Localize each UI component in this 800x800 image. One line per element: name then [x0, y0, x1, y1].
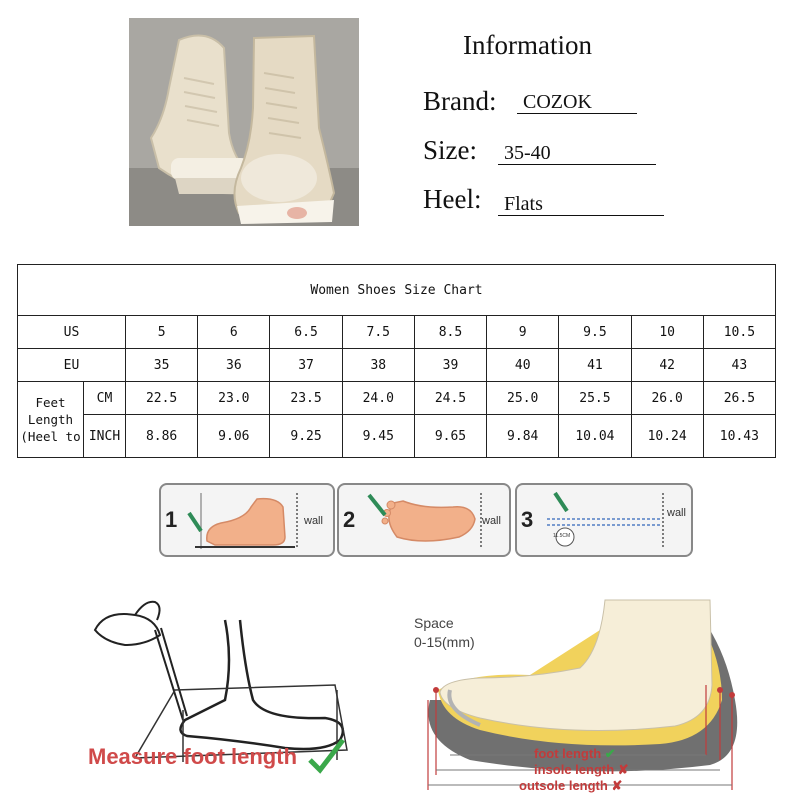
insole-length-label: insole length ✘ — [534, 762, 629, 777]
brand-value: COZOK — [517, 91, 637, 114]
us-cell: 8.5 — [414, 316, 486, 349]
us-cell: 9.5 — [559, 316, 631, 349]
inch-cell: 10.43 — [703, 415, 775, 458]
cm-cell: 25.0 — [487, 382, 559, 415]
feet-length-label: Feet Length (Heel to — [18, 382, 84, 458]
cm-cell: 24.5 — [414, 382, 486, 415]
inch-cell: 9.25 — [270, 415, 342, 458]
eu-cell: 35 — [126, 349, 198, 382]
cm-cell: 24.0 — [342, 382, 414, 415]
product-photo — [129, 18, 359, 226]
heel-row — [423, 184, 543, 215]
eu-cell: 37 — [270, 349, 342, 382]
info-title: Information — [463, 30, 592, 60]
space-range: 0-15(mm) — [414, 634, 475, 650]
us-cell: 10 — [631, 316, 703, 349]
size-label: Size: — [423, 135, 477, 165]
eu-cell: 43 — [703, 349, 775, 382]
us-cell: 6 — [198, 316, 270, 349]
eu-cell: 36 — [198, 349, 270, 382]
us-cell: 9 — [487, 316, 559, 349]
step-3-ruler-icon — [541, 489, 686, 551]
brand-row — [423, 86, 592, 117]
eu-cell: 38 — [342, 349, 414, 382]
size-value: 35-40 — [498, 142, 656, 165]
us-cell: 10.5 — [703, 316, 775, 349]
inch-cell: 9.06 — [198, 415, 270, 458]
measure-foot-text: Measure foot length — [88, 744, 298, 769]
cm-cell: 23.5 — [270, 382, 342, 415]
heel-value: Flats — [498, 193, 664, 216]
inch-cell: 9.65 — [414, 415, 486, 458]
space-label-block — [414, 614, 475, 652]
cm-cell: 25.5 — [559, 382, 631, 415]
inch-cell: 9.45 — [342, 415, 414, 458]
cross-icon: ✘ — [617, 762, 629, 777]
step-3 — [515, 483, 693, 557]
inch-cell: 10.24 — [631, 415, 703, 458]
cm-cell: 22.5 — [126, 382, 198, 415]
step-3-ruler-label: 11.5CM — [553, 533, 571, 539]
eu-cell: 39 — [414, 349, 486, 382]
step-3-wall: wall — [667, 507, 686, 519]
cm-cell: 26.5 — [703, 382, 775, 415]
outsole-length-label: outsole length ✘ — [519, 778, 623, 793]
step-2-wall: wall — [482, 515, 501, 527]
step-1-number: 1 — [165, 507, 178, 532]
space-label: Space — [414, 615, 454, 631]
us-label: US — [18, 316, 126, 349]
us-cell: 7.5 — [342, 316, 414, 349]
cm-cell: 26.0 — [631, 382, 703, 415]
cm-cell: 23.0 — [198, 382, 270, 415]
step-1 — [159, 483, 335, 557]
inch-cell: 8.86 — [126, 415, 198, 458]
eu-cell: 40 — [487, 349, 559, 382]
boots-image — [129, 18, 359, 226]
cm-label: CM — [84, 382, 126, 415]
inch-cell: 9.84 — [487, 415, 559, 458]
size-chart-table — [17, 264, 776, 458]
size-row — [423, 135, 551, 166]
eu-cell: 42 — [631, 349, 703, 382]
step-3-number: 3 — [521, 507, 534, 532]
eu-label: EU — [18, 349, 126, 382]
brand-label: Brand: — [423, 86, 497, 116]
step-1-wall: wall — [304, 515, 323, 527]
us-cell: 5 — [126, 316, 198, 349]
inch-cell: 10.04 — [559, 415, 631, 458]
inch-label: INCH — [84, 415, 126, 458]
size-chart-title: Women Shoes Size Chart — [18, 265, 776, 316]
check-icon: ✔ — [604, 746, 616, 761]
heel-label: Heel: — [423, 184, 482, 214]
step-2-number: 2 — [343, 507, 356, 532]
cross-icon: ✘ — [611, 778, 623, 793]
foot-length-label: foot length ✔ — [534, 746, 616, 761]
measure-steps — [159, 483, 691, 555]
eu-cell: 41 — [559, 349, 631, 382]
us-cell: 6.5 — [270, 316, 342, 349]
step-2 — [337, 483, 511, 557]
